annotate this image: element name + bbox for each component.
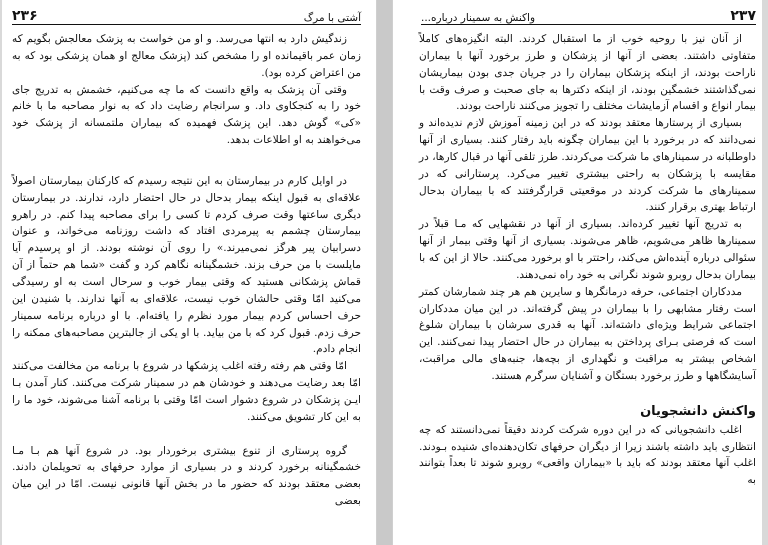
left-page-number: ۲۳۶ — [12, 8, 38, 24]
section-gap — [419, 385, 756, 402]
paragraph: وقتی آن پزشک به واقع دانست که ما چه می‌کنیم، خشمش به تدریج جای خود را به کنجکاوی داد. و سرانجام رضایت داد که به نوار مصاحبه ما با خانم «کی» گوش دهد. این پزشک فهمیده که بیماران ملتمسانه از پزشک خود می‌خواهند به او اطلاعات بدهد. — [12, 83, 361, 147]
right-page-body — [419, 31, 756, 545]
paragraph: مددکاران اجتماعی، حرفه درمانگرها و سایرین هم هر چند شمارشان کمتر است رفتار مشابهی را با بیماران در پیش گرفته‌اند. در این میان مددکاران اجتماعی شرایط ویژه‌ای داشته‌اند. آنها به قدری سرشان با بیماران شلوغ است که فرصتی بـرای پرداختن به بیماران در حال احتضار پیدا نمی‌کنند. این اشخاص بیشتر به مراقبت و نگهداری از بچه‌ها، جنبه‌های مالی مراقبت، آسایشگاهها و طرز برخورد بستگان و آشنایان سرگرم هستند. — [419, 285, 756, 382]
paragraph-gap — [12, 149, 361, 173]
right-running-title: واکنش به سمینار درباره... — [421, 12, 536, 24]
left-page-body — [12, 31, 361, 545]
left-running-header — [12, 4, 361, 25]
right-running-header — [421, 4, 756, 25]
left-page — [2, 0, 377, 545]
book-gutter — [377, 0, 392, 545]
right-page — [392, 0, 762, 545]
paragraph: گروه پرستاری از تنوع بیشتری برخوردار بود. در شروع آنها هم بـا مـا خشمگینانه برخورد کردند و در بسیاری از موارد حرفهای به تحویلمان دادند. بعضی معتقد بودند که حضور ما در بخش آنها قانونی نیست. امّا در این میان بعضی — [12, 444, 361, 508]
paragraph: بسیاری از پرستارها معتقد بودند که در این زمینه آموزش لازم ندیده‌اند و نمی‌دانند که در برخورد با این بیماران چگونه باید رفتار کنند. بسیاری از آنها داوطلبانه در سمینارهای ما شرکت می‌کردند. طرز تلقی آنها در قبال کارها، در مقایسه با پزشکان به راحتی بیشتری تغییر می‌کرد. پرستارانی که در سمینارهای ما شرکت کردند در موقعیتی قرارگرفتند که با بیماران بدحال ارتباط بهتری برقرار کنند. — [419, 117, 756, 214]
section-heading: واکنش دانشجویان — [640, 403, 756, 419]
left-running-title: آشتی با مرگ — [303, 12, 361, 24]
paragraph: زندگیش دارد به انتها می‌رسد. و او من خواست به پزشک معالجش بگویم که زمان عمر باقیمانده او را مشخص کند (پزشک معالج او همان پزشکی بود که به من اعتراض کرده بود). — [12, 33, 361, 79]
right-page-number: ۲۳۷ — [730, 8, 756, 24]
paragraph: امّا وقتی هم رفته رفته اغلب پزشکها در شروع با برنامه من مخالفت می‌کنند امّا بعد رضایت می‌دهند و خودشان هم در سمینار شرکت می‌کنند. کنار آمدن بـا ایـن پزشکان در شروع دشوار است امّا وقتی با برنامه آشنا می‌شوند، خود ما را به این کار تشویق می‌کنند. — [12, 360, 361, 423]
paragraph: در اوایل کارم در بیمارستان به این نتیجه رسیدم که کارکنان بیمارستان اصولاً علاقه‌ای به قبول اینکه بیمار بدحال در حال احتضار دارد، ندارند. در بیمارستان دیگری ساعتها وقت صرف کردم تا کسی را برای مصاحبه پیدا کنم. در راهرو بیمارستان چشمم به پیرمردی افتاد که داشت روزنامه می‌خواند، و عنوان دسرابیان پیر هرگز نمی‌میرند.» را روی آن نوشته بودند. از او پرسیدم آیا مایلست با من حرف بزند. خشمگینانه نگاهم کرد و گفت «شما هم حتماً از آن قماش پزشکانی هستید که وقتی بیمار خوب و سرحال است به او رسیدگی می‌کنید امّا وقتی حالشان خوب نیست، علاقه‌ای به آنها ندارند. با شنیدن این حرف احساس کردم بیمار مورد نظرم را یافته‌ام. با او درباره برنامه سمینار حرف زدم. قبول کرد که با من بیاید. با او یکی از جالبترین مصاحبه‌های ممکنه را انجام دادم. — [12, 174, 361, 356]
paragraph: از آنان نیز با روحیه خوب از ما استقبال کردند. البته انگیزه‌های کاملاً متفاوتی داشتند. بعضی از آنها از پزشکان و طرز برخورد آنها با بیماران ناراحت بودند، از اینکه پزشکان بیماران را در جریان جدی بودن بیماریشان نمی‌گذاشتند خشمگین بودند، از اینکه دکترها به جای صحبت و صرف وقت با بیمار انواع و اقسام آزمایشات مختلف را تجویز می‌کنند ناراحت بودند. — [419, 33, 756, 113]
paragraph: اغلب دانشجویانی که در این دوره شرکت کردند دقیقاً نمی‌دانستند که چه انتظاری باید داشته باشند زیرا از دیگران حرفهای تکان‌دهنده‌ای شنیده بـودند. اغلب آنها معتقد بودند که باید با «بیماران واقعی» روبرو شوند تا بعداً بتوانند به — [419, 423, 756, 487]
paragraph-gap — [12, 426, 361, 443]
paragraph: به تدریج آنها تغییر کرده‌اند. بسیاری از آنها در نقشهایی که مـا قبلاً در سمینارها ظاهر می‌شویم، ظاهر می‌شوند. بسیاری از آنها وقتی بیمار از آنها سئوالی درباره آینده‌اش می‌کند، راحتتر با او برخورد می‌کنند. حالا از این که با بیماران بدحال روبرو شوند نگرانی به خود راه نمی‌دهند. — [419, 218, 756, 281]
